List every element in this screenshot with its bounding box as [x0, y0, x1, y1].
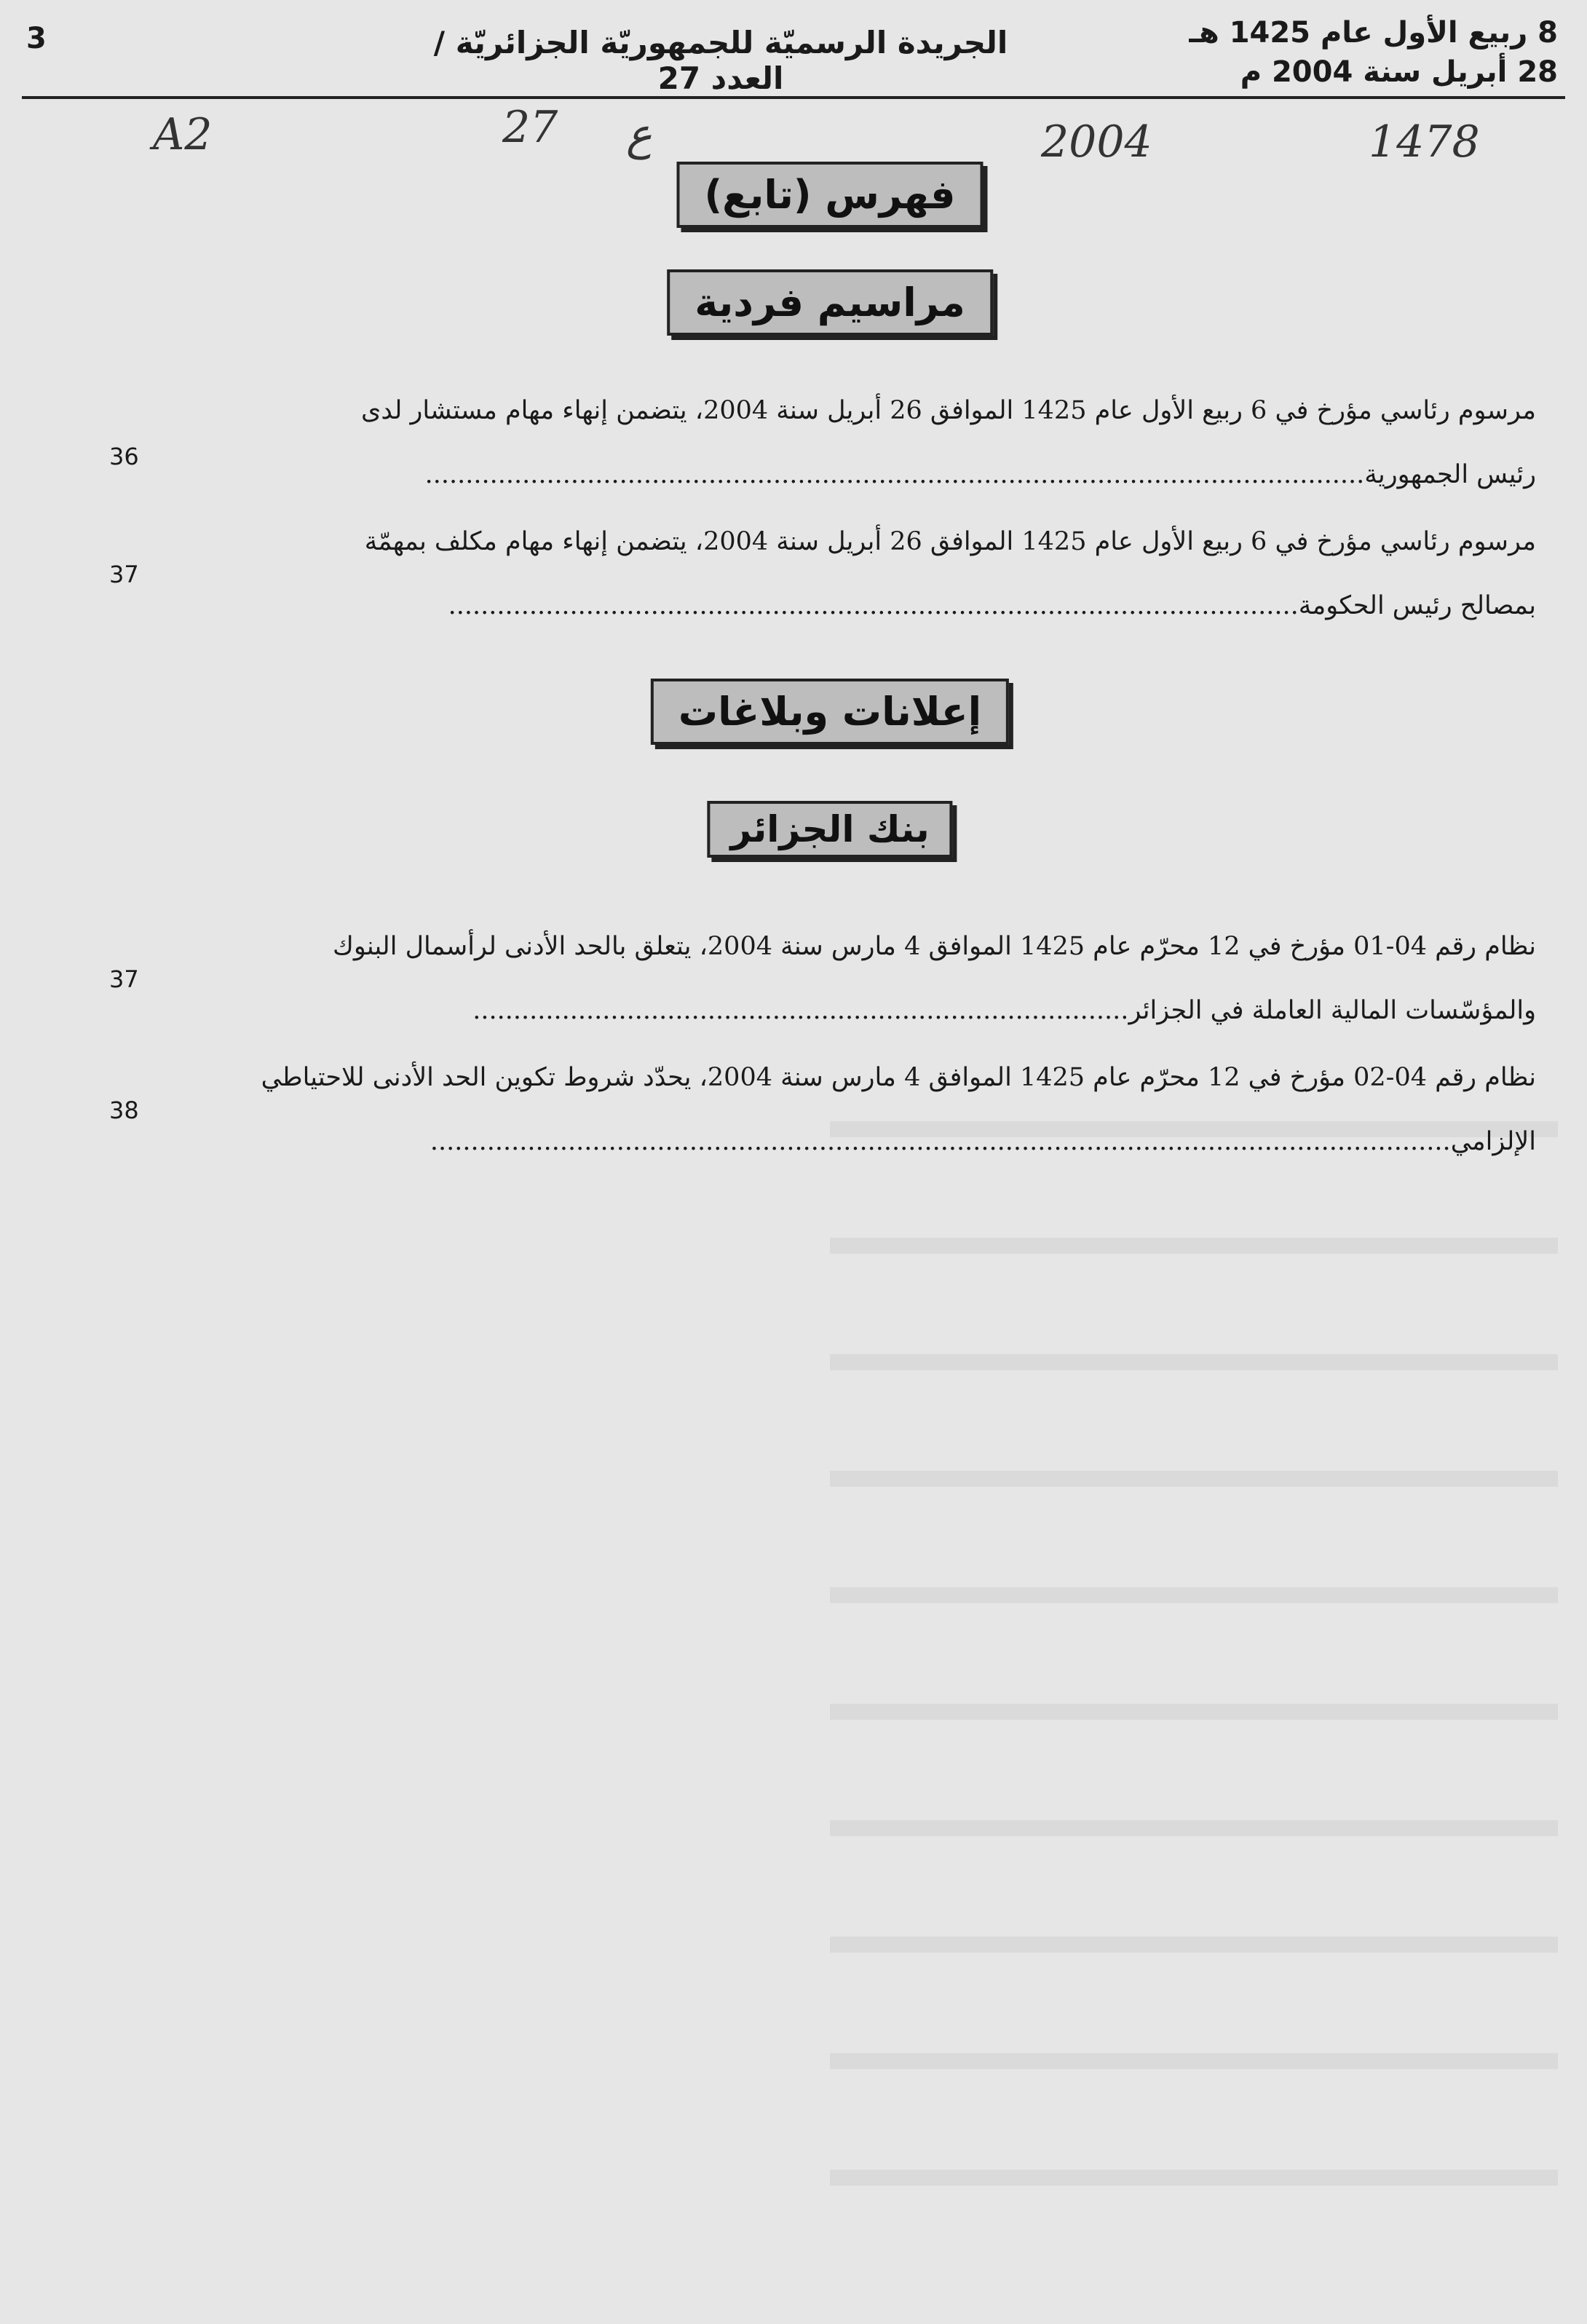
bleed-through — [830, 1238, 1558, 1254]
header-date-gregorian: 28 أبريل سنة 2004 م — [1240, 55, 1558, 89]
section-title-bank: بنك الجزائر — [707, 801, 952, 858]
handwritten-note: 27 — [502, 102, 558, 153]
section-title-decrees: مراسيم فردية — [667, 269, 993, 336]
page-ref: 36 — [109, 443, 139, 470]
entry-text: نظام رقم 04-02 مؤرخ في 12 محرّم عام 1425 الموافق 4 مارس سنة 2004، يحدّد شروط تكوين الحد الأدنى للاحتياطي — [261, 1063, 1536, 1092]
index-entry — [153, 510, 1536, 638]
entry-text-continued: الإلزامي — [1450, 1127, 1536, 1156]
index-entry — [153, 914, 1536, 1043]
entry-text: مرسوم رئاسي مؤرخ في 6 ربيع الأول عام 1425 الموافق 26 أبريل سنة 2004، يتضمن إنهاء مهام مستشار لدى — [360, 396, 1536, 425]
leader-dots: ......................................................................................................... — [448, 591, 1299, 620]
entry-text-continued: رئيس الجمهورية — [1364, 460, 1536, 489]
leader-dots: ................................................................................. — [472, 996, 1129, 1025]
header-title: الجريدة الرسميّة للجمهوريّة الجزائريّة / العدد 27 — [433, 25, 1008, 96]
page-ref: 38 — [109, 1096, 139, 1124]
bleed-through — [830, 1471, 1558, 1487]
handwritten-note: ع — [626, 109, 652, 160]
bleed-through — [830, 2170, 1558, 2186]
index-entry — [153, 1046, 1536, 1174]
index-entry — [153, 379, 1536, 507]
page-ref: 37 — [109, 965, 139, 993]
bleed-through — [830, 1587, 1558, 1603]
handwritten-note: 2004 — [1041, 116, 1152, 167]
handwritten-note: A2 — [153, 109, 213, 160]
entry-text: مرسوم رئاسي مؤرخ في 6 ربيع الأول عام 1425 الموافق 26 أبريل سنة 2004، يتضمن إنهاء مهام مكلف بمهمّة — [364, 527, 1536, 556]
bleed-through — [830, 1354, 1558, 1370]
page-number: 3 — [26, 22, 47, 55]
header-rule — [22, 96, 1565, 99]
handwritten-note: 1478 — [1369, 116, 1480, 167]
section-title-index: فهرس (تابع) — [677, 162, 984, 228]
bleed-through — [830, 2053, 1558, 2069]
entry-text-continued: بمصالح رئيس الحكومة — [1298, 591, 1536, 620]
page-ref: 37 — [109, 561, 139, 588]
header-dates — [1189, 13, 1558, 92]
entry-text-continued: والمؤسّسات المالية العاملة في الجزائر — [1128, 996, 1536, 1025]
bleed-through — [830, 1937, 1558, 1953]
entry-text: نظام رقم 04-01 مؤرخ في 12 محرّم عام 1425 الموافق 4 مارس سنة 2004، يتعلق بالحد الأدنى لرأسمال البنوك — [333, 932, 1536, 961]
header-date-hijri: 8 ربيع الأول عام 1425 هـ — [1189, 16, 1558, 50]
leader-dots: .................................................................................................................... — [424, 460, 1365, 489]
bleed-through — [830, 1820, 1558, 1836]
bleed-through — [830, 1704, 1558, 1720]
leader-dots: .............................................................................................................................. — [430, 1127, 1451, 1156]
section-title-announcements: إعلانات وبلاغات — [651, 679, 1009, 745]
